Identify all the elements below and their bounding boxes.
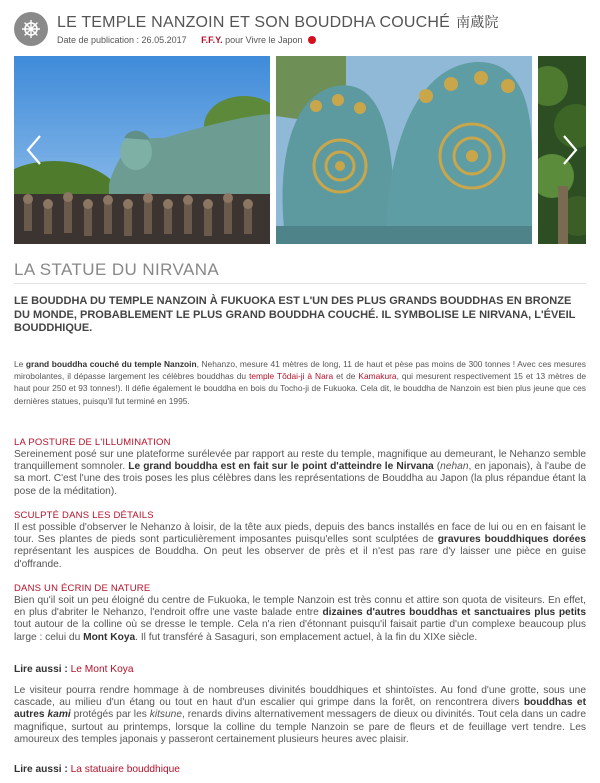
read-also-label-2: Lire aussi :: [14, 764, 68, 775]
read-also-1: [14, 664, 134, 675]
carousel-prev-button[interactable]: [20, 132, 48, 168]
visitor-bold-1: bouddhas et autres: [14, 697, 586, 721]
author-link[interactable]: F.F.Y.: [201, 35, 223, 45]
carousel-next-button[interactable]: [556, 132, 584, 168]
page-title: [57, 12, 499, 32]
visitor-paragraph: [14, 685, 586, 746]
nature-bold-2: Mont Koya: [83, 631, 136, 643]
title-text: LE TEMPLE NANZOIN ET SON BOUDDHA COUCHÉ: [57, 14, 451, 31]
link-todai-ji[interactable]: temple Tôdai-ji à Nara: [249, 371, 334, 382]
intro-text-2: , Nehanzo, mesure 41 mètres de long, 11 de haut et pèse pas moins de 300 tonnes ! Avec ces mesures mirobolantes, il dépasse largement les célèbres bouddhas du: [14, 359, 586, 382]
link-mont-koya[interactable]: Le Mont Koya: [70, 664, 134, 675]
title-kanji: 南蔵院: [456, 15, 499, 31]
carousel-slide-buddha-feet: [276, 56, 532, 244]
intro-bold-1: grand bouddha couché du temple Nanzoin: [25, 359, 197, 369]
buddha-feet-photo: [276, 56, 532, 244]
visitor-italic-kami: kami: [47, 709, 71, 721]
link-statuaire[interactable]: La statuaire bouddhique: [70, 764, 180, 775]
read-also-2: [14, 764, 180, 775]
nature-paragraph: [14, 595, 586, 644]
divider: [14, 283, 586, 284]
details-text-1: Il est possible d'observer le Nehanzo à loisir, de la tête aux pieds, depuis des bancs installés en face de lui ou en en faisant le tour. Ses plantes de pieds sont particulièrement imposantes puisqu'elles sont sculptées de: [14, 522, 586, 546]
article-lead: LE BOUDDHA DU TEMPLE NANZOIN À FUKUOKA EST L'UN DES PLUS GRANDS BOUDDHAS EN BRONZE DU MONDE, PROBABLEMENT LE PLUS GRAND BOUDDHA COUCHÉ. IL SYMBOLISE LE NIRVANA, L'ÉVEIL BOUDDHIQUE.: [14, 295, 576, 334]
subheading-posture: LA POSTURE DE L'ILLUMINATION: [14, 437, 171, 448]
intro-paragraph: [14, 358, 586, 407]
subheading-details: SCULPTÉ DANS LES DÉTAILS: [14, 510, 154, 521]
article-header: [14, 10, 586, 50]
intro-text-1: Le: [14, 359, 26, 369]
intro-text-3: et de: [333, 371, 359, 382]
posture-bold-1: Le grand bouddha est en fait sur le point d'atteindre le Nirvana: [128, 461, 434, 473]
category-badge[interactable]: [14, 12, 48, 46]
chevron-left-icon: [20, 132, 48, 168]
dharma-wheel-icon: [21, 19, 41, 39]
posture-italic-1: nehan: [440, 461, 469, 473]
details-paragraph: [14, 522, 586, 571]
subheading-nature: DANS UN ÉCRIN DE NATURE: [14, 583, 151, 594]
visitor-text-2: protégés par les: [70, 709, 150, 721]
details-bold-1: gravures bouddhiques dorées: [437, 534, 586, 546]
nature-text-2: tout autour de la colline où se dresse le temple. Cela n'a rien d'étonnant puisqu'il faisait partie d'un complexe beaucoup plus large : celui du: [14, 619, 586, 643]
image-carousel[interactable]: [14, 56, 586, 244]
japan-flag-icon: [308, 36, 316, 44]
read-also-label: Lire aussi :: [14, 664, 68, 675]
details-text-2: représentant les auspices de Bouddha. On peut les observer de près et il n'est pas rare d'y laisser une pièce en guise d'offrande.: [14, 546, 586, 570]
publication-date: Date de publication : 26.05.2017: [57, 35, 187, 45]
posture-paragraph: [14, 449, 586, 498]
section-title: LA STATUE DU NIRVANA: [14, 260, 220, 279]
visitor-text-3: , renards divins alternativement messagers de dieux ou divinités. Tout cela dans un cadre magnifique, surtout au printemps, lorsque la colline du temple Nanzoin se pare de fleurs et de feuillage vert tendre. Les amoureux des temples japonais y passeront certainement plusieurs heures avec plaisir.: [14, 709, 586, 745]
intro-text-4: , qui mesurent respectivement 15 et 13 mètres de haut pour 250 et 93 tonnes!). Il défie également le bouddha en bois du Tocho-ji de Fukuoka. Cela dit, le bouddha de Nanzoin est bien plus jeune que ces dernières statues, puisqu'il fut terminé en 1995.: [14, 371, 586, 406]
publication-meta: [57, 35, 316, 45]
posture-text-1: Sereinement posé sur une plateforme surélevée par rapport au reste du temple, magnifique au demeurant, le Nehanzo semble tranquillement somnoler.: [14, 449, 586, 473]
visitor-italic-kitsune: kitsune: [149, 709, 183, 721]
carousel-slide-reclining-buddha: [14, 56, 270, 244]
link-kamakura[interactable]: Kamakura: [358, 371, 397, 382]
nature-text-1: Bien qu'il soit un peu éloigné du centre de Fukuoka, le temple Nanzoin est très connu et attire son quota de visiteurs. En effet, en plus d'abriter le Nehanzo, l'endroit offre une vaste balade entre: [14, 595, 586, 619]
posture-text-3: , en japonais), à l'aube de sa mort. C'est l'une des trois poses les plus célèbres dans les représentations de Bouddha au Japon (la plus répandue étant la pose de la méditation).: [14, 461, 586, 497]
chevron-right-icon: [556, 132, 584, 168]
visitor-text-1: Le visiteur pourra rendre hommage à de nombreuses divinités bouddhiques et shintoïstes. Au fond d'une grotte, sous une cascade, au milieu d'un étang ou tout en haut d'un escalier qui grimpe dans la forêt, on rencontrera divers: [14, 685, 586, 709]
nature-bold-1: dizaines d'autres bouddhas et sanctuaires plus petits: [322, 607, 586, 619]
reclining-buddha-photo: [14, 56, 270, 244]
nature-text-3: . Il fut transféré à Sasaguri, son emplacement actuel, à la fin du XIXe siècle.: [135, 631, 478, 643]
posture-text-2: (: [433, 461, 441, 473]
author-suffix: pour Vivre le Japon: [225, 35, 303, 45]
